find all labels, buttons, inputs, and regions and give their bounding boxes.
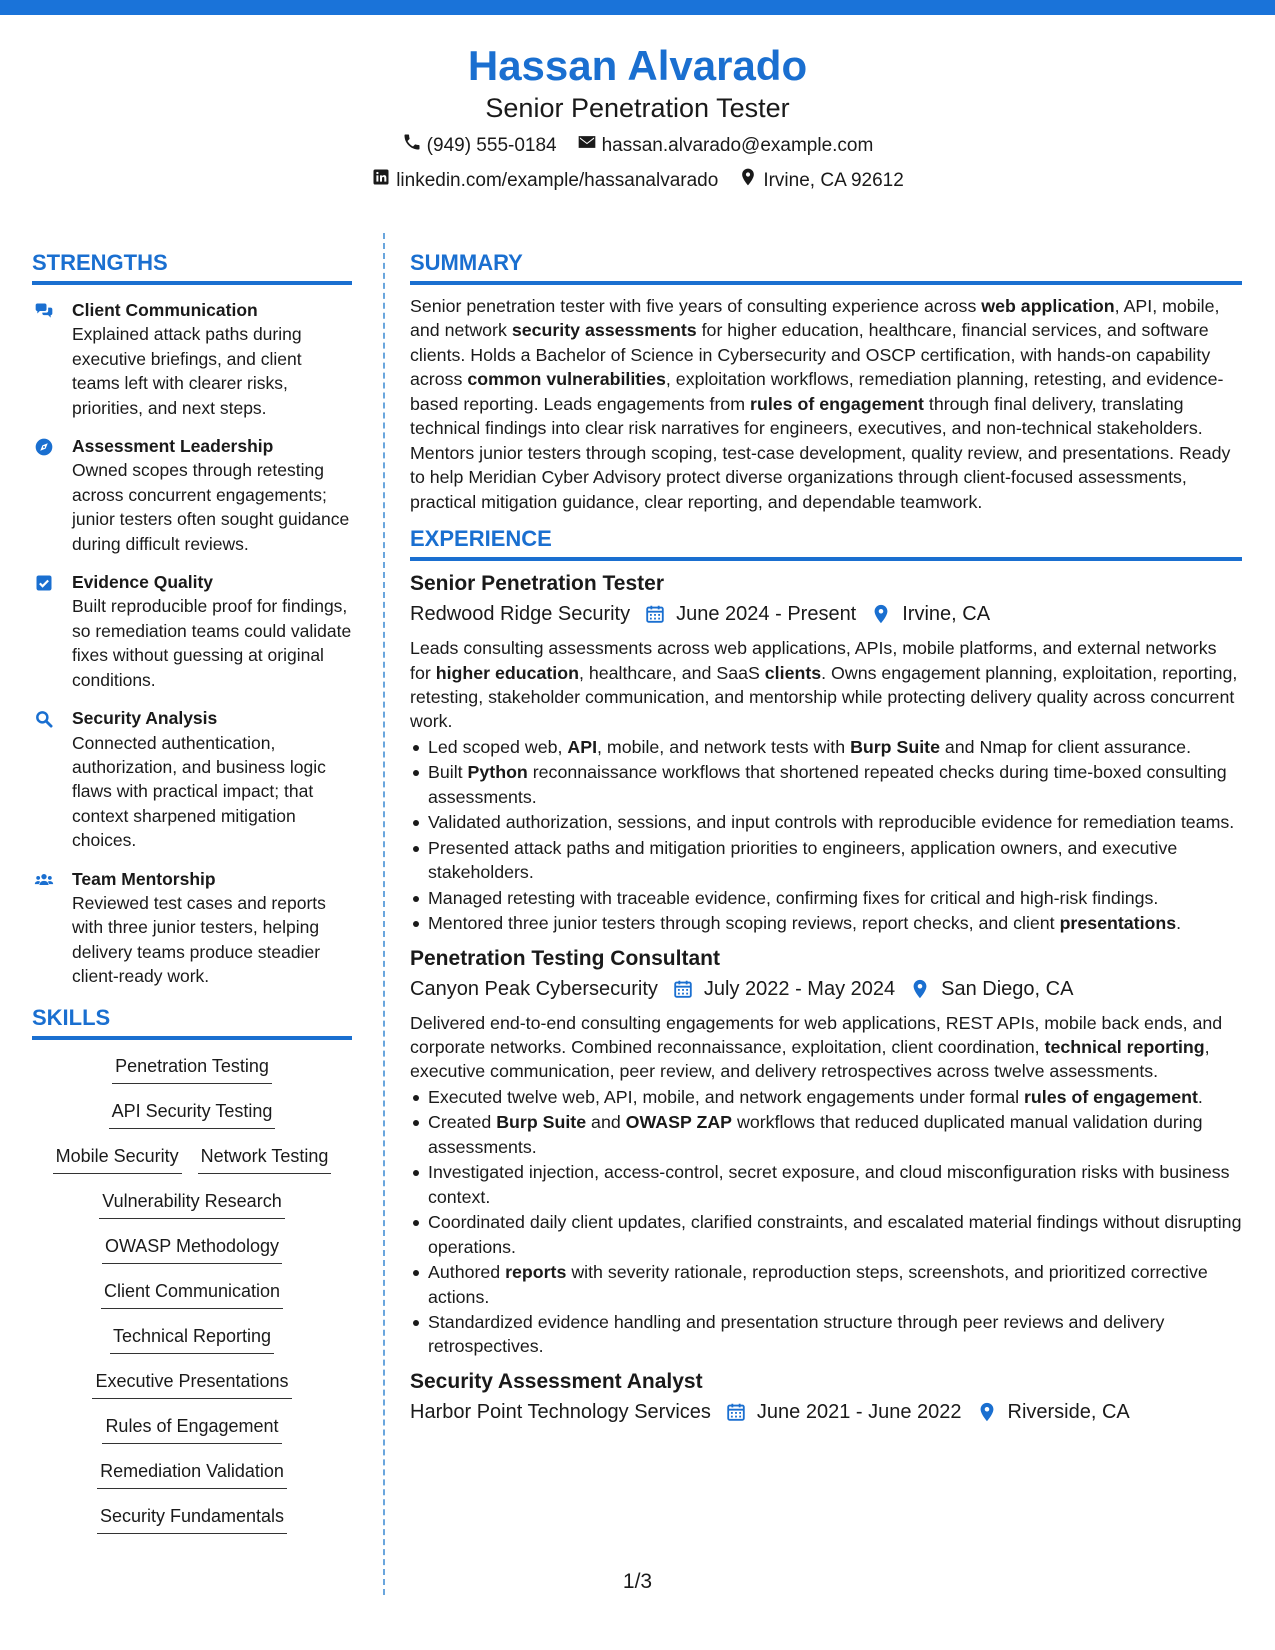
text-run: , API, mobile, and network <box>410 296 1220 341</box>
strengths-list <box>32 298 352 989</box>
page-number: 1/3 <box>622 1570 653 1593</box>
phone-icon <box>402 132 422 159</box>
strength-description: Built reproducible proof for findings, so remediation teams could validate fixes without guessing at original conditions. <box>72 596 352 690</box>
bullet-item <box>410 1160 1242 1209</box>
text-run: Created <box>428 1112 497 1133</box>
calendar-icon <box>725 1401 747 1423</box>
bullet-item <box>410 735 1242 759</box>
strength-item <box>32 570 352 692</box>
strength-description: Reviewed test cases and reports with three junior testers, helping delivery teams produce steadier client-ready work. <box>72 892 326 987</box>
bullet-item <box>410 810 1242 834</box>
strength-description: Connected authentication, authorization, and business logic flaws with practical impact; that context sharpened mitigation choices. <box>72 732 326 851</box>
resume-header <box>0 40 1275 194</box>
job-description <box>410 636 1242 734</box>
job-entry <box>410 945 1242 1359</box>
bold-keyword: security assessments <box>511 320 697 341</box>
strength-title: Client Communication <box>72 300 258 320</box>
skill-tag: Penetration Testing <box>112 1054 272 1084</box>
skill-tag: Mobile Security <box>53 1144 182 1174</box>
compass-icon <box>32 434 60 556</box>
calendar-icon <box>672 978 694 1000</box>
calendar-icon <box>644 603 666 625</box>
skill-tag: Client Communication <box>101 1279 283 1309</box>
job-meta <box>410 601 1242 627</box>
summary-heading: SUMMARY <box>410 248 1242 285</box>
job-location: Riverside, CA <box>1007 1400 1130 1423</box>
company-name: Canyon Peak Cybersecurity <box>410 977 658 1000</box>
text-run: Delivered end-to-end consulting engagements for web applications, REST APIs, mobile back ends, and corporate networks. Combined reconnaissance, exploitation, client coordination, <box>410 1012 1223 1057</box>
bold-keyword: clients <box>764 662 822 683</box>
text-run: Investigated injection, access-control, secret exposure, and cloud misconfiguration risks with business context. <box>428 1162 1230 1207</box>
strength-description: Owned scopes through retesting across concurrent engagements; junior testers often sought guidance during difficult reviews. <box>72 460 350 554</box>
bullet-item <box>410 1085 1242 1109</box>
contact-row-1 <box>0 132 1275 159</box>
map-pin-icon <box>976 1401 998 1423</box>
linkedin-icon <box>371 167 391 194</box>
text-run: Presented attack paths and mitigation priorities to engineers, application owners, and executive stakeholders. <box>428 837 1178 883</box>
column-divider <box>383 233 385 1595</box>
text-run: reconnaissance workflows that shortened repeated checks during time-boxed consulting assessments. <box>428 762 1227 807</box>
text-run: workflows that reduced duplicated manual validation during assessments. <box>428 1112 1203 1157</box>
text-run: . <box>1176 913 1182 934</box>
phone-contact <box>402 132 557 159</box>
job-entry <box>410 570 1242 935</box>
bold-keyword: reports <box>505 1262 567 1283</box>
text-run: Coordinated daily client updates, clarified constraints, and escalated material findings without disrupting operations. <box>428 1212 1242 1257</box>
team-icon <box>32 867 60 989</box>
job-location: Irvine, CA <box>902 603 991 626</box>
skill-tag: Vulnerability Research <box>99 1189 284 1219</box>
left-column <box>32 248 352 1549</box>
strength-title: Team Mentorship <box>72 868 216 889</box>
candidate-name: Hassan Alvarado <box>467 42 808 89</box>
bullet-item <box>410 760 1242 809</box>
text-run: for higher education, healthcare, financial services, and software clients. Holds a Bachelor of Science in Cybersecurity and OSCP certification, with hands-on capability across <box>410 320 1211 390</box>
job-dates: June 2021 - June 2022 <box>756 1400 962 1423</box>
company-name: Harbor Point Technology Services <box>410 1400 711 1423</box>
bullet-item <box>410 1210 1242 1259</box>
bullet-item <box>410 1110 1242 1159</box>
text-run: Senior penetration tester with five years of consulting experience across <box>410 296 982 316</box>
top-accent-bar <box>0 0 1275 15</box>
map-pin-icon <box>870 603 892 625</box>
strengths-heading: STRENGTHS <box>32 248 352 285</box>
contact-row-2 <box>0 167 1275 194</box>
email-address: hassan.alvarado@example.com <box>601 134 874 156</box>
bold-keyword: Burp Suite <box>496 1112 587 1133</box>
job-title: Senior Penetration Tester <box>410 572 665 596</box>
summary-text <box>410 294 1242 514</box>
strength-description: Explained attack paths during executive briefings, and client teams left with clearer risks, priorities, and next steps. <box>72 324 302 418</box>
text-run: Leads consulting assessments across web applications, APIs, mobile platforms, and external networks for <box>410 638 1217 683</box>
text-run: Standardized evidence handling and presentation structure through peer reviews and delivery retrospectives. <box>428 1311 1165 1357</box>
job-bullets <box>410 1085 1242 1359</box>
job-meta <box>410 1399 1242 1425</box>
skill-tag: Rules of Engagement <box>102 1414 281 1444</box>
text-run: Authored <box>428 1262 506 1283</box>
text-run: , executive communication, peer review, and delivery retrospectives across twelve assessments. <box>410 1036 1210 1082</box>
job-bullets <box>410 735 1242 936</box>
bullet-item <box>410 886 1242 910</box>
map-pin-icon <box>909 978 931 1000</box>
location-text: Irvine, CA 92612 <box>763 169 904 191</box>
job-meta <box>410 976 1242 1002</box>
bold-keyword: presentations <box>1059 913 1177 934</box>
skill-tag: API Security Testing <box>109 1099 276 1129</box>
text-run: and <box>586 1112 626 1133</box>
candidate-title: Senior Penetration Tester <box>485 93 790 123</box>
bold-keyword: Python <box>467 762 528 783</box>
search-icon <box>32 706 60 852</box>
text-run: Mentored three junior testers through scoping reviews, report checks, and client <box>428 913 1060 934</box>
chat-bubbles-icon <box>32 298 60 420</box>
text-run: , exploitation workflows, remediation planning, retesting, and evidence-based reporting. Leads engagements from <box>410 369 1224 414</box>
checkbox-icon <box>32 570 60 692</box>
skill-tag: Technical Reporting <box>110 1324 274 1354</box>
bullet-item <box>410 836 1242 885</box>
strength-title: Evidence Quality <box>72 572 214 593</box>
text-run: Built <box>428 762 468 783</box>
bold-keyword: rules of engagement <box>750 393 924 414</box>
strength-item <box>32 867 352 989</box>
bold-keyword: higher education <box>435 662 579 683</box>
bullet-item <box>410 911 1242 935</box>
text-run: Executed twelve web, API, mobile, and network engagements under formal <box>428 1086 1025 1107</box>
strength-title: Assessment Leadership <box>72 436 274 457</box>
envelope-icon <box>577 132 597 159</box>
text-run: . Owns engagement planning, exploitation, reporting, retesting, stakeholder communication, and mentorship while protecting delivery quality across concurrent work. <box>410 662 1238 732</box>
text-run: Led scoped web, <box>428 736 568 757</box>
bold-keyword: OWASP ZAP <box>625 1112 733 1133</box>
job-description <box>410 1011 1242 1084</box>
map-pin-icon <box>738 167 758 194</box>
location-contact <box>738 167 903 194</box>
strength-item <box>32 706 352 852</box>
skill-tag: Remediation Validation <box>97 1459 287 1489</box>
bold-keyword: technical reporting <box>1044 1036 1205 1057</box>
linkedin-contact[interactable] <box>371 167 718 194</box>
strength-item <box>32 298 352 420</box>
strength-item <box>32 434 352 556</box>
email-contact[interactable] <box>577 132 874 159</box>
job-title: Penetration Testing Consultant <box>410 946 720 970</box>
bullet-item <box>410 1260 1242 1309</box>
job-dates: June 2024 - Present <box>676 603 857 626</box>
linkedin-url: linkedin.com/example/hassanalvarado <box>396 169 719 191</box>
job-dates: July 2022 - May 2024 <box>703 977 896 1000</box>
text-run: with severity rationale, reproduction steps, screenshots, and prioritized corrective actions. <box>428 1262 1208 1307</box>
skill-tag: Network Testing <box>198 1144 332 1174</box>
job-entry <box>410 1368 1242 1425</box>
skill-tag: Security Fundamentals <box>97 1504 287 1534</box>
bold-keyword: web application <box>981 296 1115 316</box>
bold-keyword: common vulnerabilities <box>467 369 666 390</box>
skill-tag: Executive Presentations <box>92 1369 291 1399</box>
phone-number: (949) 555-0184 <box>426 134 557 156</box>
job-title: Security Assessment Analyst <box>410 1369 703 1393</box>
strength-title: Security Analysis <box>72 708 218 729</box>
text-run: . <box>1197 1086 1203 1107</box>
skills-list <box>32 1054 352 1549</box>
right-column <box>410 248 1242 1425</box>
text-run: Managed retesting with traceable evidence, confirming fixes for critical and high-risk findings. <box>428 887 1159 908</box>
text-run: through final delivery, translating technical findings into clear risk narratives for engineers, executives, and non-technical stakeholders. Mentors junior testers through scoping, test-case development, quality review, and presentations. Ready to help Meridian Cyber Advisory protect diverse organizations through client-focused assessments, practical mitigation guidance, clear reporting, and dependable teamwork. <box>410 393 1231 512</box>
bold-keyword: rules of engagement <box>1024 1086 1198 1107</box>
skill-tag: OWASP Methodology <box>102 1234 282 1264</box>
bold-keyword: Burp Suite <box>850 736 940 757</box>
bold-keyword: API <box>567 736 598 757</box>
experience-heading: EXPERIENCE <box>410 524 1242 561</box>
job-location: San Diego, CA <box>941 977 1074 1000</box>
text-run: , mobile, and network tests with <box>597 736 851 757</box>
text-run: Validated authorization, sessions, and input controls with reproducible evidence for remediation teams. <box>428 812 1235 833</box>
company-name: Redwood Ridge Security <box>410 603 631 626</box>
skills-heading: SKILLS <box>32 1003 352 1040</box>
text-run: and Nmap for client assurance. <box>939 736 1192 757</box>
bullet-item <box>410 1310 1242 1359</box>
text-run: , healthcare, and SaaS <box>578 662 765 683</box>
